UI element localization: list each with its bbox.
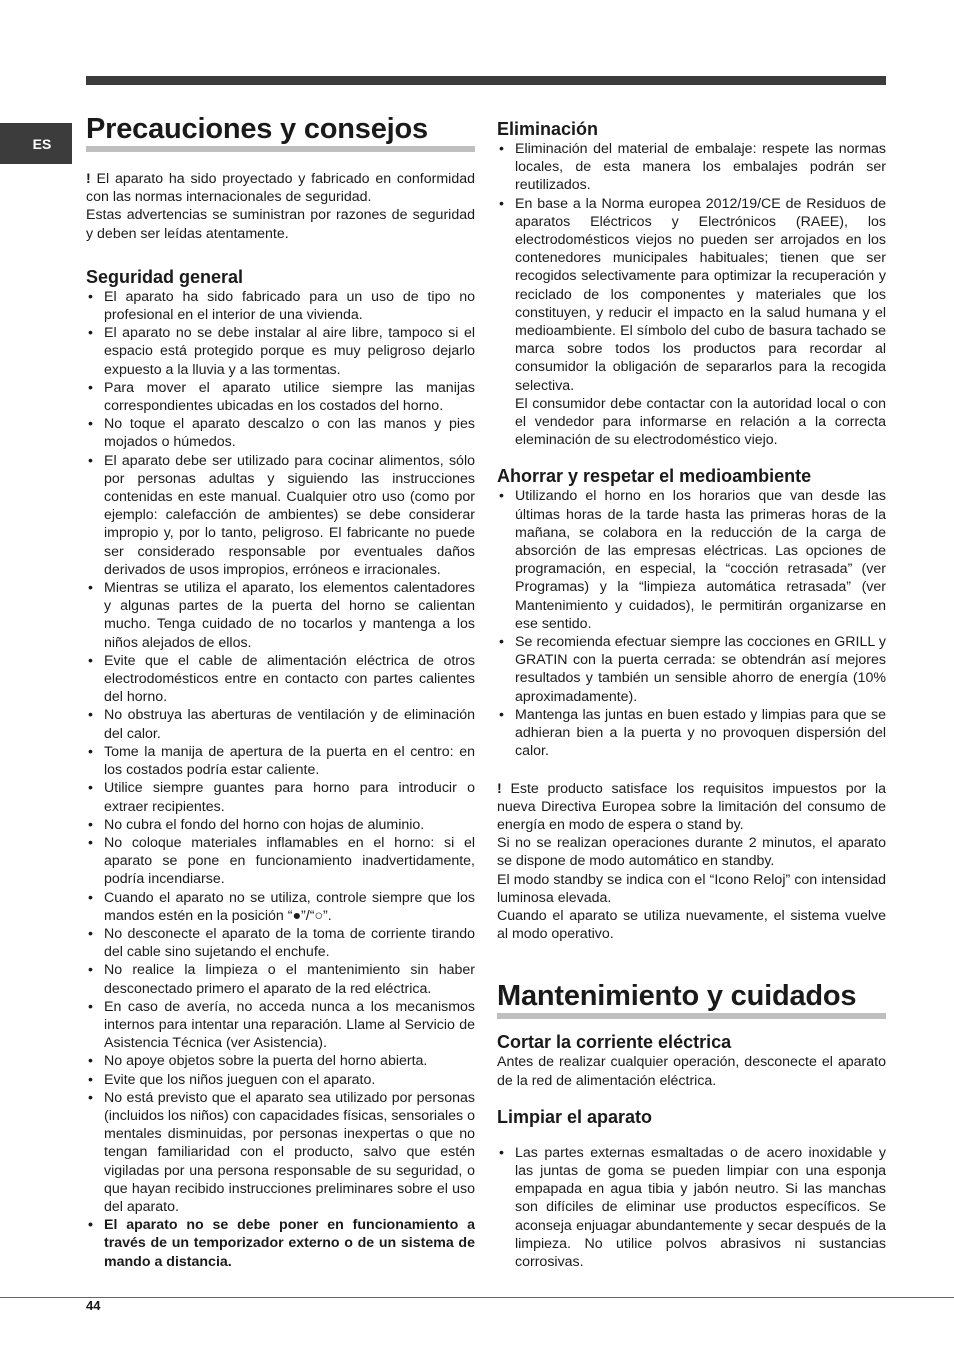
clean-list: [497, 1144, 886, 1271]
clean-heading: Limpiar el aparato: [497, 1106, 653, 1127]
warning-mark: !: [86, 171, 91, 187]
intro-text-1: El aparato ha sido proyectado y fabricado en conformidad con las normas internacionales de seguridad.: [86, 171, 475, 206]
list-item: • No realice la limpieza o el mantenimiento sin haber desconectado primero el aparato de la red eléctrica.: [86, 961, 475, 997]
list-item: • El aparato no se debe instalar al aire libre, tampoco si el espacio está protegido porque es muy peligroso dejarlo expuesto a la lluvia y a las tormentas.: [86, 324, 475, 379]
list-item: • Cuando el aparato no se utiliza, controle siempre que los mandos estén en la posición “●”/“○”.: [86, 889, 475, 925]
list-item: • Evite que los niños jueguen con el aparato.: [86, 1071, 475, 1089]
list-item: • Evite que el cable de alimentación eléctrica de otros electrodomésticos entre en contacto con partes calientes del horno.: [86, 652, 475, 707]
maintenance-title: Mantenimiento y cuidados: [497, 979, 886, 1019]
list-item: • Las partes externas esmaltadas o de acero inoxidable y las juntas de goma se pueden limpiar con una esponja empapada en agua tibia y jabón neutro. Si las manchas son difíciles de eliminar use productos específicos. Se aconseja enjuagar abundantemente y secar después de la limpieza. No utilice polvos abrasivos ni sustancias corrosivas.: [497, 1144, 886, 1271]
energy-text-1: Este producto satisface los requisitos impuestos por la nueva Directiva Europea sobre la limitación del consumo de energía en modo de espera o stand by.: [497, 780, 886, 833]
list-item: • En caso de avería, no acceda nunca a los mecanismos internos para intentar una reparación. Llame al Servicio de Asistencia Técnica (ver Asistencia).: [86, 998, 475, 1053]
energy-paragraph-1: [497, 780, 886, 835]
disposal-heading: Eliminación: [497, 119, 599, 139]
list-item: • Tome la manija de apertura de la puerta en el centro: en los costados podría estar caliente.: [86, 743, 475, 779]
list-item: • Mantenga las juntas en buen estado y limpias para que se adhieran bien a la puerta y no provoquen dispersión del calor.: [497, 706, 886, 761]
energy-paragraph-2: Si no se realizan operaciones durante 2 minutos, el aparato se dispone de modo automático en standby.: [497, 835, 886, 870]
list-item: • Utilizando el horno en los horarios que van desde las últimas horas de la tarde hasta las primeras horas de la mañana, se colabora en la reducción de la carga de absorción de las empresas eléctricas. Las opciones de programación, en especial, la “cocción retrasada” (ver Programas) y la “limpieza automática retrasada” (ver Mantenimiento y cuidados), le permitirán organizarse en ese sentido.: [497, 487, 886, 633]
list-item: • Para mover el aparato utilice siempre las manijas correspondientes ubicadas en los costados del horno.: [86, 379, 475, 415]
power-text: Antes de realizar cualquier operación, desconecte el aparato de la red de alimentación eléctrica.: [497, 1054, 886, 1089]
list-item: • No obstruya las aberturas de ventilación y de eliminación del calor.: [86, 706, 475, 742]
list-item: • No coloque materiales inflamables en el horno: si el aparato se pone en funcionamiento inadvertidamente, podría incendiarse.: [86, 834, 475, 889]
precautions-title: Precauciones y consejos: [86, 112, 475, 152]
list-item-bold: • El aparato no se debe poner en funcionamiento a través de un temporizador externo o de un sistema de mando a distancia.: [86, 1216, 475, 1271]
energy-paragraph-4: Cuando el aparato se utiliza nuevamente, el sistema vuelve al modo operativo.: [497, 907, 886, 943]
list-item: • No desconecte el aparato de la toma de corriente tirando del cable sino sujetando el enchufe.: [86, 925, 475, 961]
footer-divider: [0, 1297, 954, 1298]
list-item: • Mientras se utiliza el aparato, los elementos calentadores y algunas partes de la puerta del horno se calientan mucho. Tenga cuidado de no tocarlos y mantenga a los niños alejados de ellos.: [86, 579, 475, 652]
language-tab: ES: [0, 123, 72, 164]
left-column: [86, 112, 475, 1271]
save-heading: Ahorrar y respetar el medioambiente: [497, 466, 812, 487]
disposal-list: [497, 140, 886, 395]
list-item: • Eliminación del material de embalaje: respete las normas locales, de esta manera los embalajes podrán ser reutilizados.: [497, 140, 886, 195]
safety-list: [86, 288, 475, 1271]
list-item: • No está previsto que el aparato sea utilizado por personas (incluidos los niños) con capacidades físicas, sensoriales o mentales disminuidas, por personas inexpertas o que no tengan familiaridad con el producto, salvo que estén vigiladas por una persona responsable de su seguridad, o que hayan recibido instrucciones preliminares sobre el uso del aparato.: [86, 1089, 475, 1216]
disposal-extra: El consumidor debe contactar con la autoridad local o con el vendedor para informarse en relación a la correcta eleminación de su electrodoméstico viejo.: [515, 395, 886, 449]
list-item: • Se recomienda efectuar siempre las cocciones en GRILL y GRATIN con la puerta cerrada: se obtendrán así mejores resultados y también un sensible ahorro de energía (10% aproximadamente).: [497, 633, 886, 706]
list-item: • No cubra el fondo del horno con hojas de aluminio.: [86, 816, 475, 834]
energy-paragraph-3: El modo standby se indica con el “Icono Reloj” con intensidad luminosa elevada.: [497, 871, 886, 906]
intro-paragraph: [86, 170, 475, 206]
header-bar: [86, 76, 886, 85]
list-item: • Utilice siempre guantes para horno para introducir o extraer recipientes.: [86, 779, 475, 815]
warning-mark: !: [497, 780, 502, 797]
save-list: [497, 487, 886, 760]
intro-text-2: Estas advertencias se suministran por razones de seguridad y deben ser leídas atentamente.: [86, 207, 475, 242]
safety-heading: Seguridad general: [86, 266, 244, 287]
list-item: • El aparato ha sido fabricado para un uso de tipo no profesional en el interior de una vivienda.: [86, 288, 475, 324]
list-item: • No apoye objetos sobre la puerta del horno abierta.: [86, 1052, 475, 1070]
right-column: [497, 118, 886, 1271]
page-number: 44: [86, 1298, 101, 1313]
list-item: • En base a la Norma europea 2012/19/CE de Residuos de aparatos Eléctricos y Electrónicos (RAEE), los electrodomésticos viejos no pueden ser arrojados en los contenedores municipales habituales; tienen que ser recogidos selectivamente para optimizar la recuperación y reciclado de los componentes y materiales que los constituyen, y reducir el impacto en la salud humana y el medioambiente. El símbolo del cubo de basura tachado se marca sobre todos los productos para recordar al consumidor la obligación de separarlos para la recogida selectiva.: [497, 195, 886, 395]
power-heading: Cortar la corriente eléctrica: [497, 1032, 732, 1053]
list-item: • No toque el aparato descalzo o con las manos y pies mojados o húmedos.: [86, 415, 475, 451]
list-item: • El aparato debe ser utilizado para cocinar alimentos, sólo por personas adultas y siguiendo las instrucciones contenidas en este manual. Cualquier otro uso (como por ejemplo: calefacción de ambientes) se debe considerar impropio y, por lo tanto, peligroso. El fabricante no puede ser considerado responsable por eventuales daños derivados de usos impropios, erróneos e irracionales.: [86, 452, 475, 579]
